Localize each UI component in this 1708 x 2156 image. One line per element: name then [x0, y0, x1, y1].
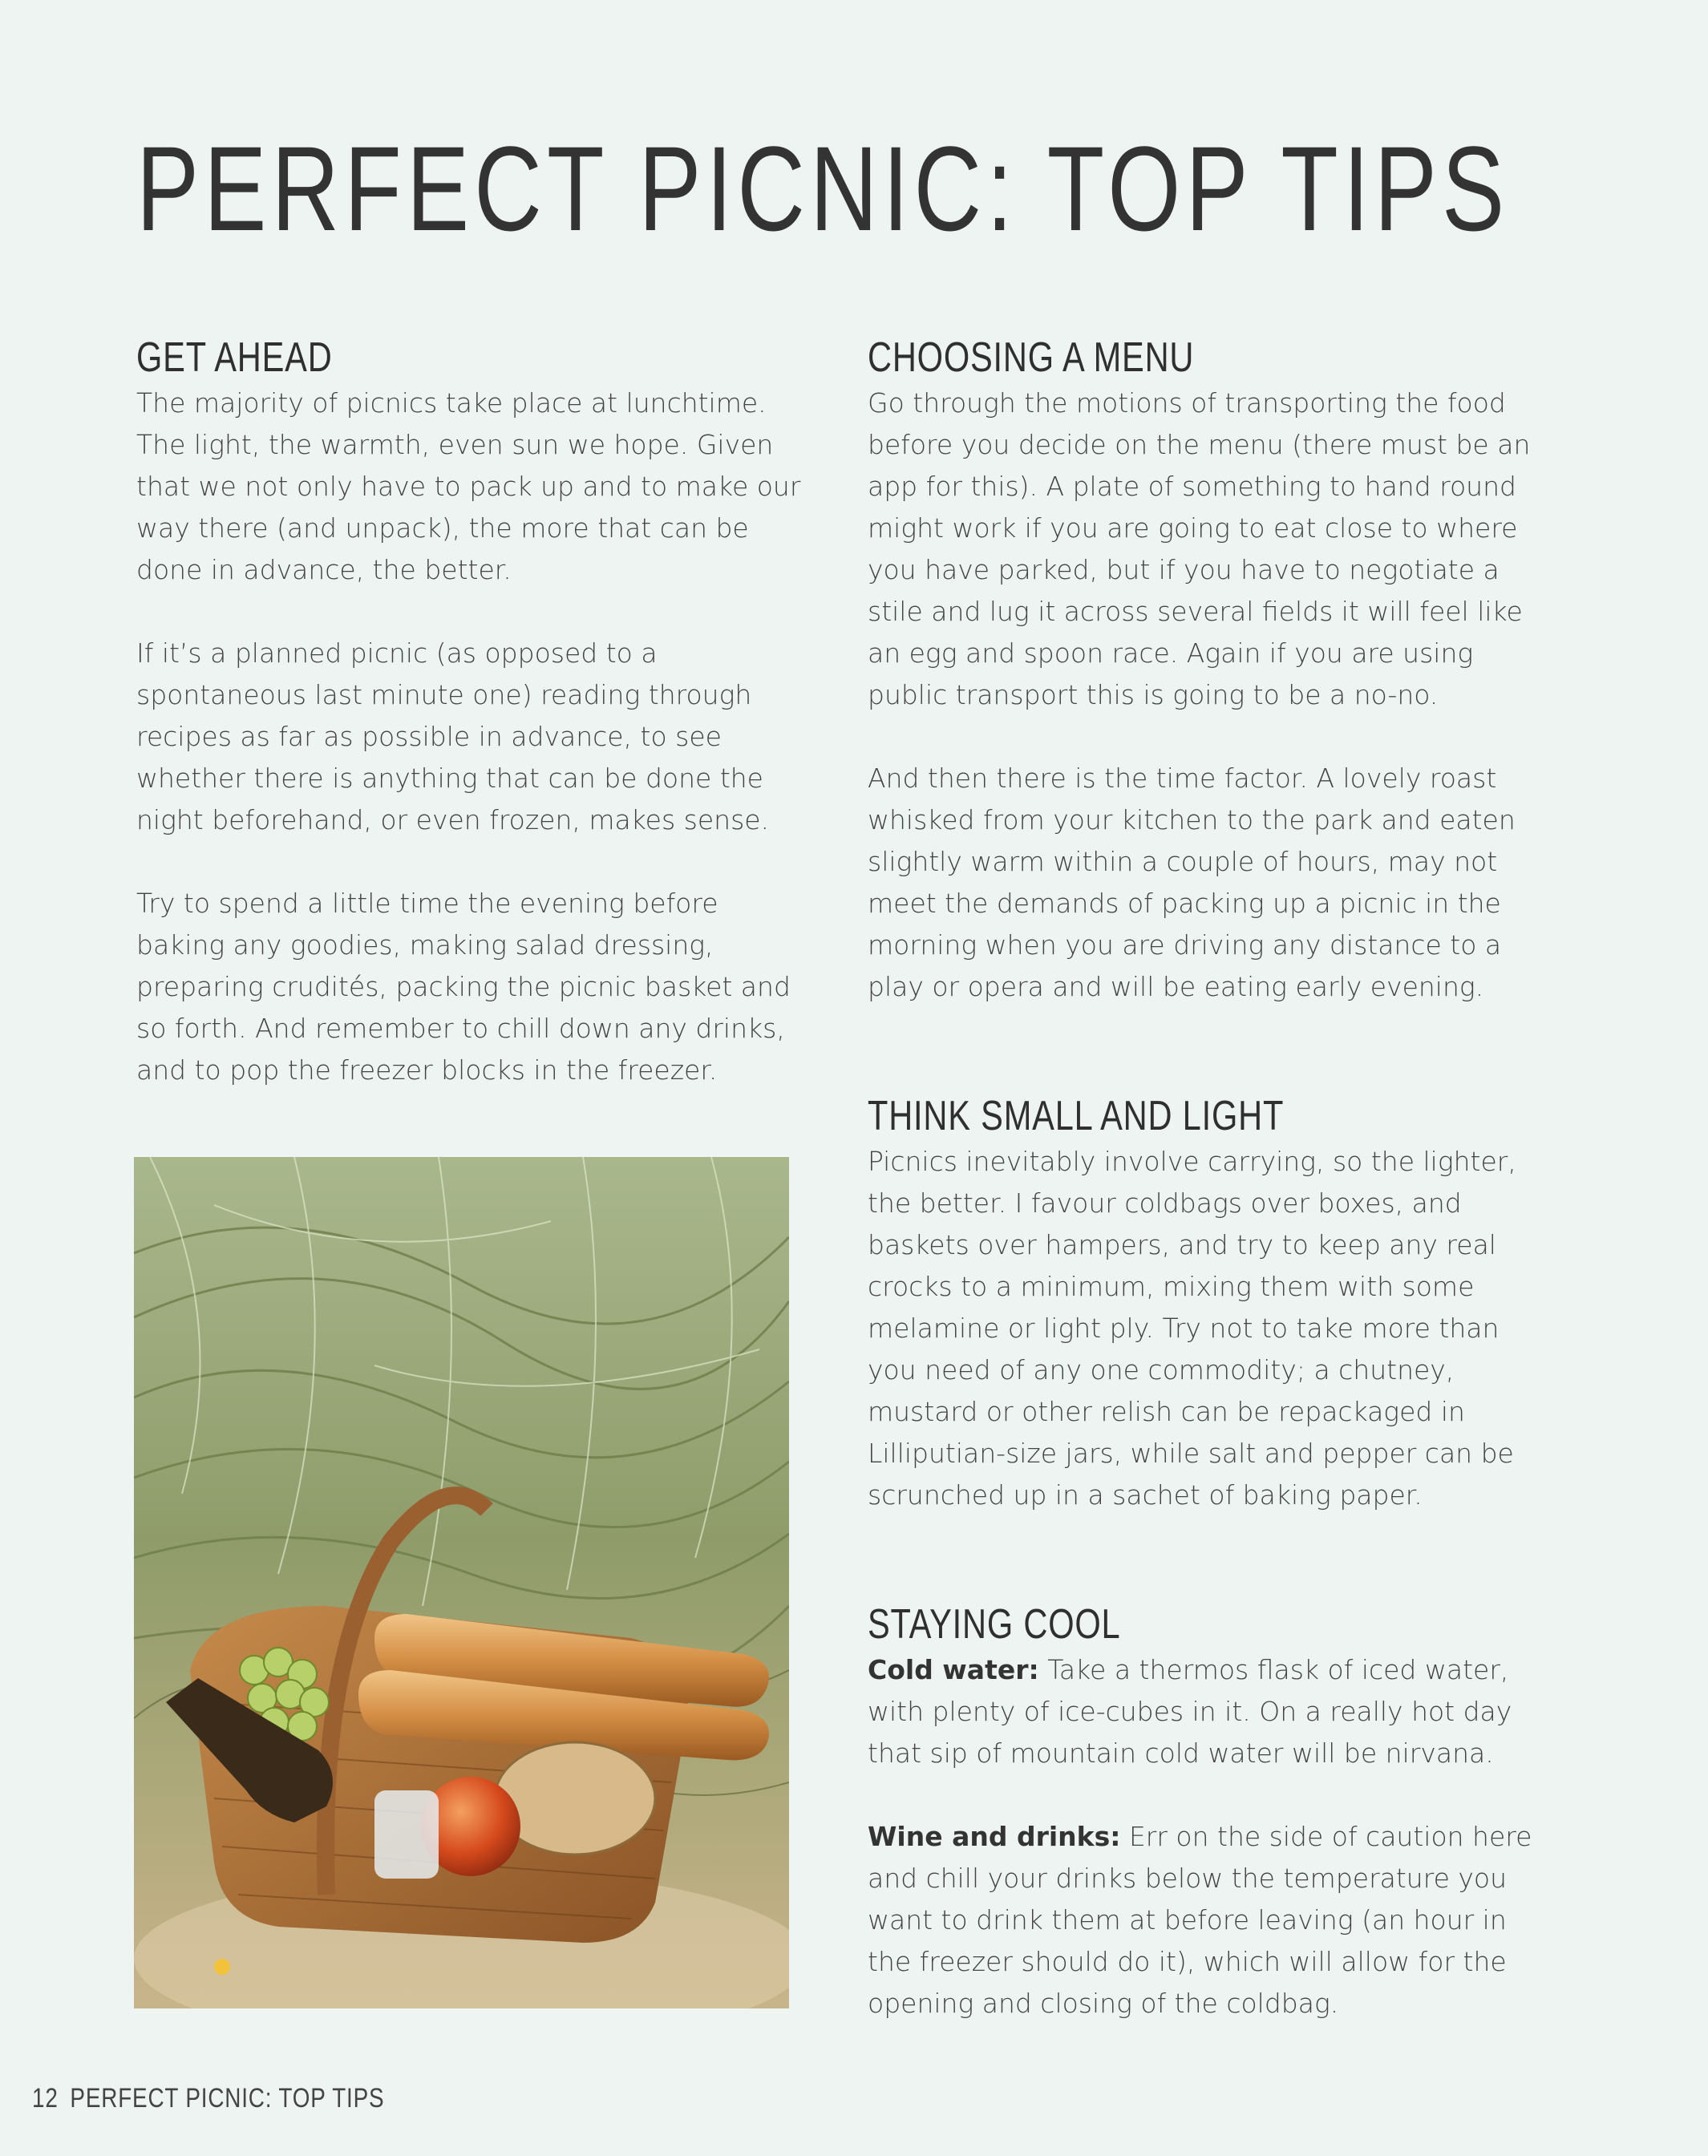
page-footer: [32, 2083, 396, 2114]
tip-label: Wine and drinks:: [868, 1821, 1121, 1852]
section-heading: THINK SMALL AND LIGHT: [868, 1093, 1285, 1139]
tip-item: [868, 1649, 1533, 1774]
tip-text: Err on the side of caution here and chill your drinks below the temperature you want to drink them at before leaving (an hour in the freezer should do it), which will allow for the opening and closing of the coldbag.: [868, 1821, 1532, 2019]
section-heading: STAYING COOL: [868, 1601, 1121, 1648]
right-column: [868, 333, 1533, 2066]
paragraph: And then there is the time factor. A lovely roast whisked from your kitchen to the park and eaten slightly warm within a couple of hours, may not meet the demands of packing up a picnic in the morning when you are driving any distance to a play or opera and will be eating early evening.: [868, 762, 1516, 1002]
section-heading: CHOOSING A MENU: [868, 334, 1195, 381]
left-column: [136, 333, 802, 1133]
page-title: PERFECT PICNIC: TOP TIPS: [136, 121, 1510, 256]
paragraph: Try to spend a little time the evening before baking any goodies, making salad dressing, preparing crudités, packing the picnic basket and so forth. And remember to chill down any drinks, and to pop the freezer blocks in the freezer.: [136, 888, 791, 1086]
running-title: PERFECT PICNIC: TOP TIPS: [70, 2083, 385, 2114]
picnic-basket-photo: [134, 1157, 789, 2008]
section-staying-cool: [868, 1600, 1533, 2025]
section-choosing-menu: [868, 333, 1533, 1008]
paragraph: If it’s a planned picnic (as opposed to a spontaneous last minute one) reading through recipes as far as possible in advance, to see whether there is anything that can be done the night beforehand, or even frozen, makes sense.: [136, 637, 770, 835]
section-think-small: [868, 1091, 1533, 1516]
page-number: 12: [32, 2083, 59, 2114]
paragraph: Go through the motions of transporting the food before you decide on the menu (there must be an app for this). A plate of something to hand round might work if you are going to eat close to where you have parked, but if you have to negotiate a stile and lug it across several fields it will feel like an egg and spoon race. Again if you are using public transport this is going to be a no-no.: [868, 387, 1531, 710]
tip-label: Cold water:: [868, 1654, 1039, 1685]
section-get-ahead: [136, 333, 802, 1091]
paragraph: Picnics inevitably involve carrying, so the lighter, the better. I favour coldbags over boxes, and baskets over hampers, and try to keep any real crocks to a minimum, mixing them with some melamine or light ply. Try not to take more than you need of any one commodity; a chutney, mustard or other relish can be repackaged in Lilliputian-size jars, while salt and pepper can be scrunched up in a sachet of baking paper.: [868, 1146, 1516, 1511]
tip-item: [868, 1816, 1533, 2025]
paragraph: The majority of picnics take place at lunchtime. The light, the warmth, even sun we hope. Given that we not only have to pack up and to make our way there (and unpack), the more that can be done in advance, the better.: [136, 387, 801, 585]
section-heading: GET AHEAD: [136, 334, 333, 381]
tip-text: Take a thermos flask of iced water, with plenty of ice-cubes in it. On a really hot day that sip of mountain cold water will be nirvana.: [868, 1654, 1512, 1769]
